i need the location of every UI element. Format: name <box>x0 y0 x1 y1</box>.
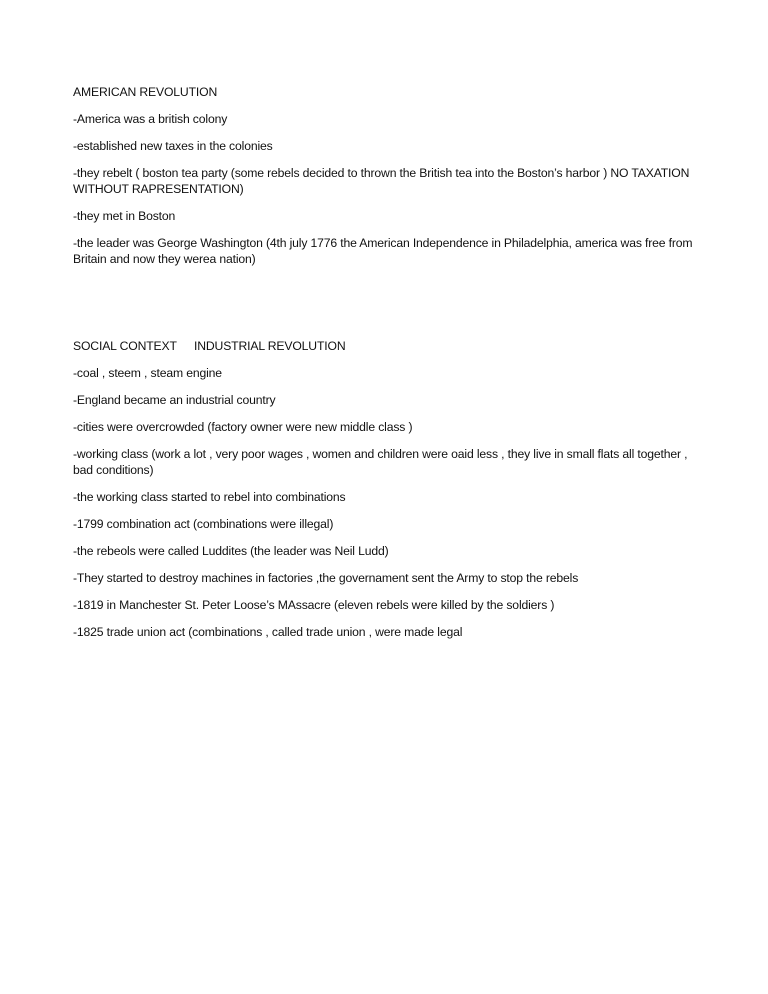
section-label-social-context: SOCIAL CONTEXT <box>73 339 177 354</box>
note-line: -the working class started to rebel into combinations <box>73 490 346 505</box>
section-title-industrial-revolution: INDUSTRIAL REVOLUTION <box>194 339 346 354</box>
note-line: -the rebeols were called Luddites (the leader was Neil Ludd) <box>73 544 389 559</box>
note-line: -They started to destroy machines in factories ,the governament sent the Army to stop the rebels <box>73 570 579 585</box>
note-line: -they rebelt ( boston tea party (some rebels decided to thrown the British tea into the Boston’s harbor ) NO TAXATION WITHOUT RAPRESENTATION) <box>73 165 690 197</box>
section-spacer <box>73 278 703 338</box>
note-line: -1799 combination act (combinations were illegal) <box>73 517 334 532</box>
note-line: -the leader was George Washington (4th july 1776 the American Independence in Philadelphia, america was free from Britain and now they werea nation) <box>73 235 693 267</box>
note-line: -working class (work a lot , very poor wages , women and children were oaid less , they live in small flats all together , bad conditions) <box>73 446 688 478</box>
document-page <box>73 84 703 651</box>
note-line: -1819 in Manchester St. Peter Loose’s MAssacre (eleven rebels were killed by the soldiers ) <box>73 597 555 612</box>
note-line: -coal , steem , steam engine <box>73 366 222 381</box>
section-title-american-revolution: AMERICAN REVOLUTION <box>73 85 218 99</box>
note-line: -they met in Boston <box>73 209 176 224</box>
note-line: -established new taxes in the colonies <box>73 138 273 153</box>
note-line: -England became an industrial country <box>73 393 276 408</box>
section-heading-industrial <box>73 338 703 355</box>
note-line: -1825 trade union act (combinations , called trade union , were made legal <box>73 624 463 639</box>
note-line: -America was a british colony <box>73 111 228 126</box>
note-line: -cities were overcrowded (factory owner were new middle class ) <box>73 420 413 435</box>
